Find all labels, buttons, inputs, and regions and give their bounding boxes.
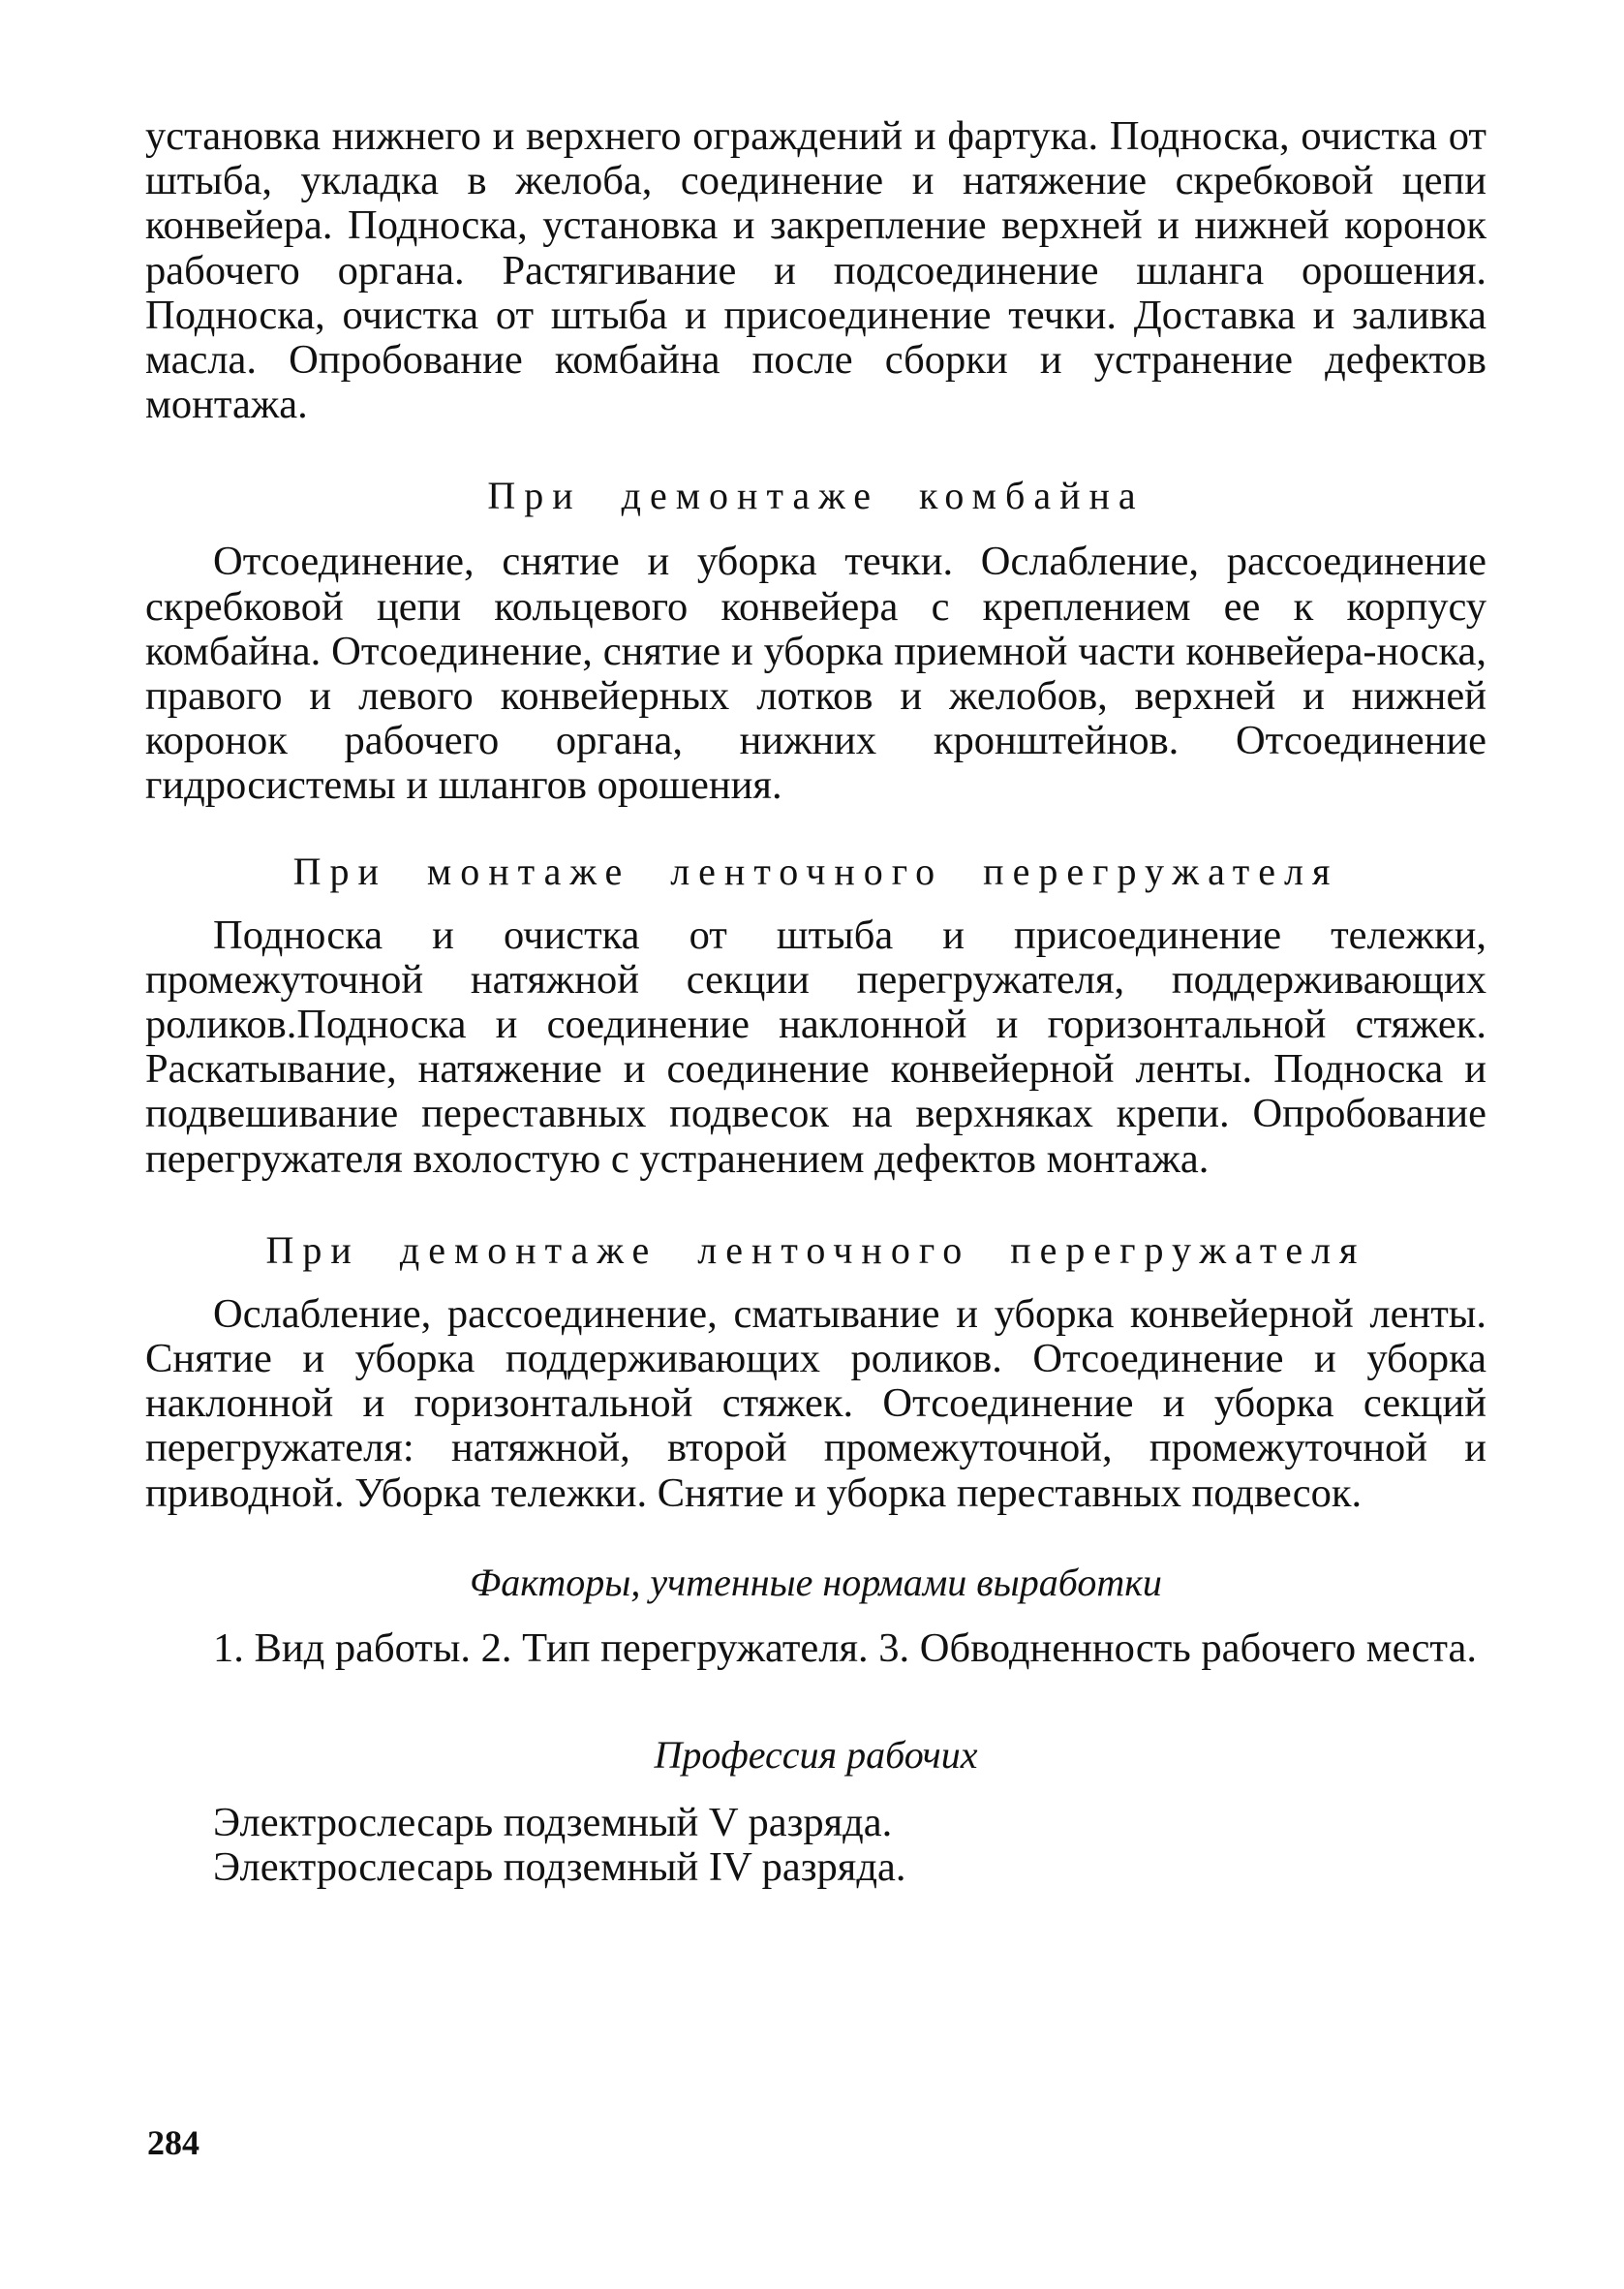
factors-heading: Факторы, учтенные нормами выработки [470,1560,1162,1604]
factors-text: 1. Вид работы. 2. Тип перегружателя. 3. Обводненность рабочего места. [213,1624,1477,1671]
section-heading-conveyor-dismantling: При демонтаже ленточного перегружателя [265,1227,1366,1272]
page-body [145,114,1486,1890]
profession-line: Электрослесарь подземный V разряда. [213,1800,893,1846]
section-text-combine-dismantling: Отсоединение, снятие и уборка течки. Ослабление, рассоединение скребковой цепи кольцевого конвейера с креплением ее к корпусу комбайна. Отсоединение, снятие и уборка приемной части конвейера-носка, правого и левого конвейерных лотков и желобов, верхней и нижней коронок рабочего органа, нижних кронштейнов. Отсоединение гидросистемы и шлангов орошения. [145,539,1486,809]
section-text-conveyor-mounting: Подноска и очистка от штыба и присоединение тележки, промежуточной натяжной секции перегружателя, поддерживающих роликов.Подноска и соединение наклонной и горизонтальной стяжек. Раскатывание, натяжение и соединение конвейерной ленты. Подноска и подвешивание переставных подвесок на верхняках крепи. Опробование перегружателя вхолостую с устранением дефектов монтажа. [145,912,1486,1182]
page-number: 284 [147,2123,199,2162]
section-text-conveyor-dismantling: Ослабление, рассоединение, сматывание и уборка конвейерной ленты. Снятие и уборка поддерживающих роликов. Отсоединение и уборка наклонной и горизонтальной стяжек. Отсоединение и уборка секций перегружателя: натяжной, второй промежуточной, промежуточной и приводной. Уборка тележки. Снятие и уборка переставных подвесок. [145,1290,1486,1516]
section-heading-combine-dismantling: При демонтаже комбайна [487,474,1145,518]
profession-heading: Профессия рабочих [654,1733,978,1778]
section-heading-conveyor-mounting: При монтаже ленточного перегружателя [292,849,1339,893]
intro-paragraph: установка нижнего и верхнего ограждений и фартука. Подноска, очистка от штыба, укладка в желоба, соединение и натяжение скребковой цепи конвейера. Подноска, установка и закрепление верхней и нижней коронок рабочего органа. Растягивание и подсоединение шланга орошения. Подноска, очистка от штыба и присоединение течки. Доставка и заливка масла. Опробование комбайна после сборки и устранение дефектов монтажа. [145,113,1486,428]
profession-line: Электрослесарь подземный IV разряда. [213,1844,906,1891]
profession-list [145,1801,1486,1890]
